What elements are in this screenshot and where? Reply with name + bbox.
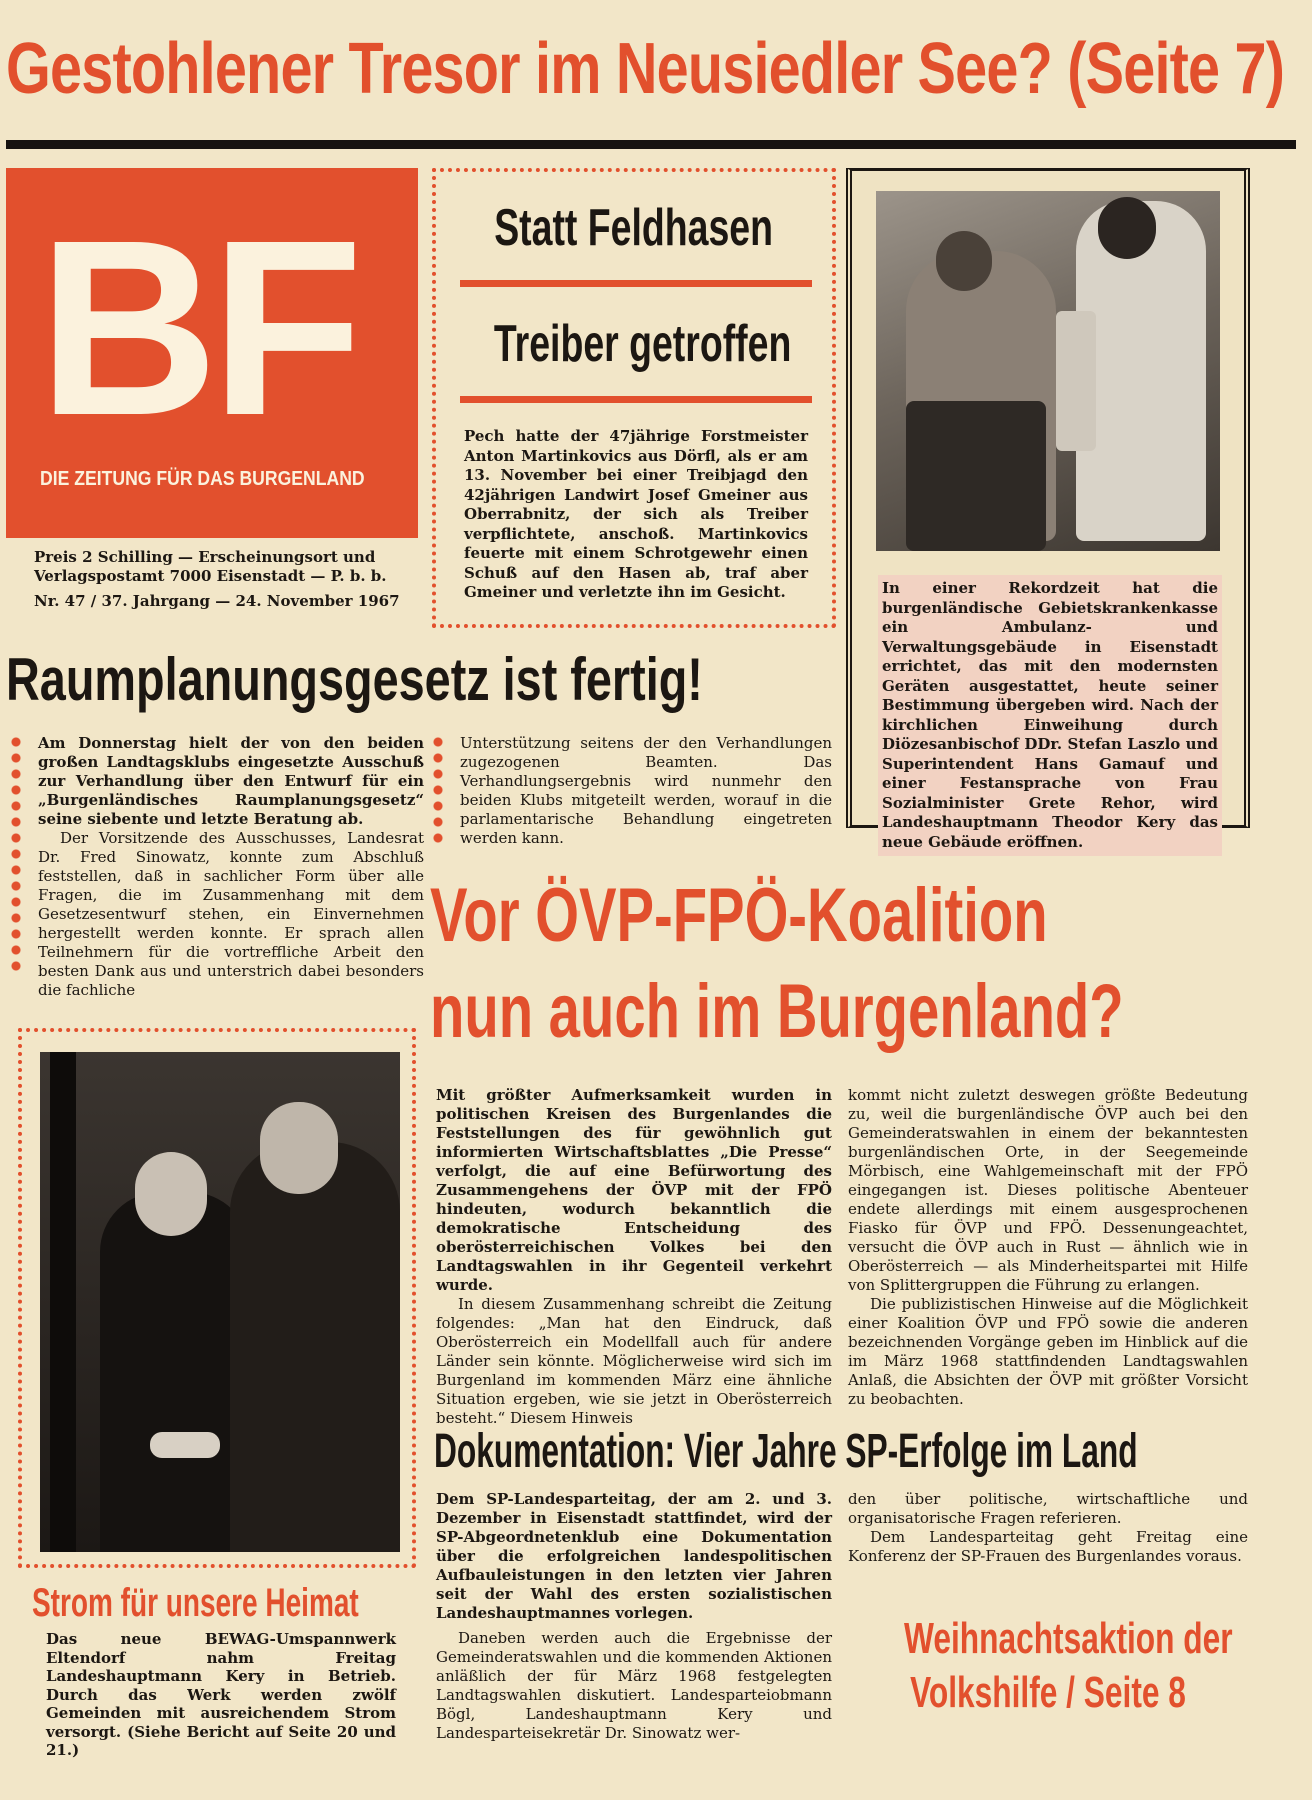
doku-paragraph: Dem SP-Landesparteitag, der am 2. und 3. Dezember in Eisenstadt stattfindet, wird der SP-Abgeordnetenklub eine Dokumentation über die erfolgreichen landespolitischen Aufbauleistungen in den letzten vier Jahren seit der Wahl des ersten sozialistischen Landeshauptmannes vorlegen. <box>436 1490 832 1622</box>
raum-paragraph: Unterstützung seitens der den Verhandlungen zugezogenen Beamten. Das Verhandlungsergebnis wird nunmehr den beiden Klubs mitgeteilt werden, worauf in die parlamentarische Behandlung eingetreten werden kann. <box>460 734 832 847</box>
raum-paragraph: Der Vorsitzende des Ausschusses, Landesrat Dr. Fred Sinowatz, konnte zum Abschluß feststellen, daß in sachlicher Form über alle Fragen, die im Zusammenhang mit dem Gesetzesentwurf stehen, ein Einvernehmen hergestellt werden konnte. Er sprach allen Teilnehmern für die vortreffliche Arbeit den besten Dank aus und unterstrich dabei besonders die fachliche <box>38 829 424 999</box>
vor-column-2 <box>848 1086 1248 1409</box>
feldhasen-rule <box>460 396 812 403</box>
weihnacht-headline-line: Volkshilfe / Seite 8 <box>910 1668 1186 1717</box>
doku-paragraph: den über politische, wirtschaftliche und organisatorische Fragen referieren. <box>848 1490 1248 1527</box>
vor-headline-line: Vor ÖVP-FPÖ-Koalition <box>430 873 1048 958</box>
photo-clinic-box <box>846 168 1250 851</box>
masthead-info <box>34 548 424 611</box>
weihnacht-headline-line: Weihnachtsaktion der <box>904 1614 1233 1663</box>
vor-headline <box>430 868 1250 1068</box>
masthead-info-line: Verlagspostamt 7000 Eisenstadt — P. b. b. <box>34 567 387 585</box>
masthead-info-line: Preis 2 Schilling — Erscheinungsort und <box>34 548 376 566</box>
doku-paragraph: Dem Landesparteitag geht Freitag eine Konferenz der SP-Frauen des Burgenlandes voraus. <box>848 1528 1248 1565</box>
red-dot-border <box>432 734 444 844</box>
vor-paragraph: Die publizistischen Hinweise auf die Möglichkeit einer Koalition ÖVP und FPÖ sowie die anderen bezeichnenden Vorgänge geben im Hinblick auf die im März 1968 stattfindenden Landtagswahlen Anlaß, die Absichten der ÖVP mit größter Vorsicht zu beobachten. <box>848 1295 1248 1408</box>
masthead-info-line: Nr. 47 / 37. Jahrgang — 24. November 1967 <box>34 592 400 610</box>
strom-text: Das neue BEWAG-Umspannwerk Eltendorf nahm Freitag Landeshauptmann Kery in Betrieb. Durch das Werk werden zwölf Gemeinden mit ausreichendem Strom versorgt. (Siehe Bericht auf Seite 20 und 21.) <box>46 1630 396 1759</box>
doku-paragraph: Daneben werden auch die Ergebnisse der Gemeinderatswahlen und die kommenden Aktionen anläßlich der für März 1968 festgelegten Landtagswahlen diskutiert. Landesparteiobmann Bögl, Landeshauptmann Kery und Landesparteisekretär Dr. Sinowatz wer- <box>436 1629 832 1742</box>
photo-clinic <box>876 191 1220 551</box>
top-rule <box>6 140 1296 149</box>
masthead-tagline: DIE ZEITUNG FÜR DAS BURGENLAND <box>40 468 365 490</box>
raum-headline: Raumplanungsgesetz ist fertig! <box>6 646 703 713</box>
feldhasen-text: Pech hatte der 47jährige Forstmeister Anton Martinkovics aus Dörfl, als er am 13. November bei einer Treibjagd den 42jährigen Landwirt Josef Gmeiner aus Oberrabnitz, der sich als Treiber verpflichtete, anschoß. Martinkovics feuerte mit einem Schrotgewehr einen Schuß auf den Hasen ab, traf aber Gmeiner und verletzte ihn im Gesicht. <box>464 427 808 601</box>
raum-column-2 <box>460 734 832 848</box>
doku-headline: Dokumentation: Vier Jahre SP-Erfolge im Land <box>434 1425 1138 1478</box>
article-feldhasen <box>432 168 836 628</box>
vor-headline-line: nun auch im Burgenland? <box>430 969 1124 1054</box>
vor-paragraph: In diesem Zusammenhang schreibt die Zeitung folgendes: „Man hat den Eindruck, daß Oberösterreich ein Modellfall auch für andere Länder sein könnte. Möglicherweise wird sich im Burgenland im kommenden März eine ähnliche Situation ergeben, wie sie jetzt in Oberösterreich besteht.“ Diesem Hinweis <box>436 1295 832 1427</box>
raum-paragraph: Am Donnerstag hielt der von den beiden großen Landtagsklubs eingesetzte Ausschuß zur Verhandlung über den Entwurf für ein „Burgenländisches Raumplanungsgesetz“ seine siebente und letzte Beratung ab. <box>38 734 424 828</box>
doku-column-1 <box>436 1490 832 1743</box>
vor-column-1 <box>436 1086 832 1428</box>
photo-substation <box>40 1052 400 1552</box>
strom-headline: Strom für unsere Heimat <box>32 1581 359 1625</box>
raum-column-1 <box>38 734 424 1000</box>
weihnacht-headline <box>848 1612 1248 1720</box>
top-headline-text: Gestohlener Tresor im Neusiedler See? (Seite 7) <box>6 29 1285 109</box>
photo-clinic-caption: In einer Rekordzeit hat die burgenländische Gebietskrankenkasse ein Ambulanz- und Verwaltungsgebäude in Eisenstadt errichtet, das mit den modernsten Geräten ausgestattet, heute seiner Bestimmung übergeben wird. Nach der kirchlichen Einweihung durch Diözesanbischof DDr. Stefan Laszlo und Superintendent Hans Gamauf und einer Festansprache von Frau Sozialminister Grete Rehor, wird Landeshauptmann Theodor Kery das neue Gebäude eröffnen. <box>878 575 1222 856</box>
masthead-logo: BF <box>38 188 356 467</box>
vor-paragraph: kommt nicht zuletzt deswegen größte Bedeutung zu, weil die burgenländische ÖVP auch bei den Gemeinderatswahlen in einem der bekanntesten burgenländischen Orte, in der Seegemeinde Mörbisch, eine Wahlgemeinschaft mit der FPÖ eingegangen ist. Dieses politische Abenteuer endete allerdings mit einem ausgesprochenen Fiasko für ÖVP und FPÖ. Dessenungeachtet, versucht die ÖVP auch in Rust — ähnlich wie in Oberösterreich — als Minderheitspartei mit Hilfe von Splittergruppen die Führung zu erlangen. <box>848 1086 1248 1294</box>
doku-column-2 <box>848 1490 1248 1566</box>
top-headline <box>6 14 1306 124</box>
feldhasen-headline-1: Statt Feldhasen <box>494 199 774 257</box>
masthead <box>6 168 418 538</box>
red-dot-border <box>10 734 22 974</box>
feldhasen-headline-2: Treiber getroffen <box>493 315 792 373</box>
photo-substation-box <box>18 1028 416 1568</box>
vor-paragraph: Mit größter Aufmerksamkeit wurden in politischen Kreisen des Burgenlandes die Feststellungen des für gewöhnlich gut informierten Wirtschaftsblattes „Die Presse“ verfolgt, die auf eine Befürwortung des Zusammengehens der ÖVP mit der FPÖ hindeuten, wodurch bekanntlich die demokratische Entscheidung des oberösterreichischen Volkes bei den Landtagswahlen in ihr Gegenteil verkehrt wurde. <box>436 1086 832 1294</box>
feldhasen-rule <box>460 280 812 287</box>
